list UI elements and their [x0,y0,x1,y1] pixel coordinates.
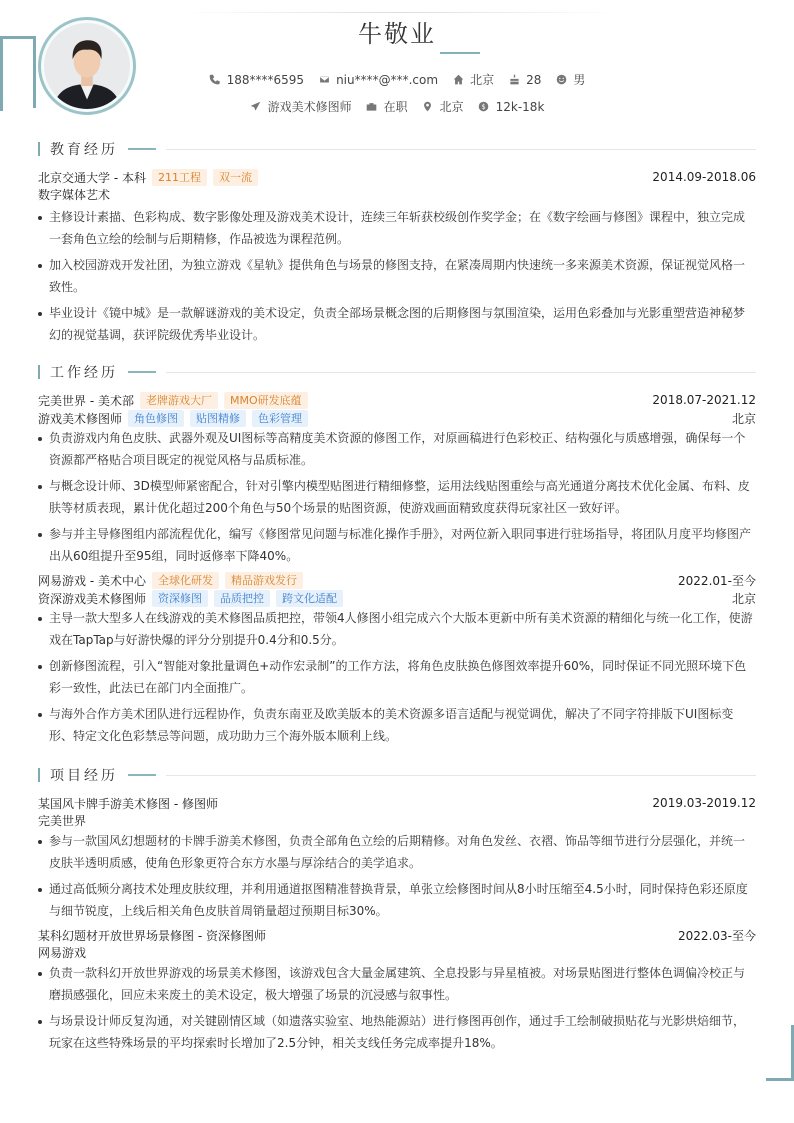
list-item: 通过高低频分离技术处理皮肤纹理，并利用通道抠图精准替换背景，单张立绘修图时间从8小时压缩至4.5小时，同时保持色彩还原度与细节锐度，上线后相关角色皮肤首周销量超过预期目标30%。 [38,878,756,922]
gender-info [555,71,585,88]
job-info-row [0,98,794,115]
section-bar [38,365,40,379]
company-tag: 全球化研发 [152,572,219,589]
job-role: 资深游戏美术修图师 [38,591,147,606]
money-icon [478,101,490,113]
list-item: 参与并主导修图组内部流程优化，编写《修图常见问题与标准化操作手册》，对两位新入职同事进行驻场指导，将团队月度平均修图产出从60组提升至95组，同时返修率下降40%。 [38,523,756,567]
home-icon [452,74,464,86]
education-title: 教育经历 [50,142,118,158]
phone-info [209,73,304,87]
company-tag: MMO研发底蕴 [224,392,308,409]
project-name: 某科幻题材开放世界场景修图 - 资深修图师 [38,928,266,943]
list-item: 负责游戏内角色皮肤、武器外观及UI图标等高精度美术资源的修图工作，对原画稿进行色彩校正、结构强化与质感增强，确保每一个资源都严格贴合项目既定的视觉风格与品质标准。 [38,427,756,471]
school-tag: 211工程 [152,169,207,186]
list-item: 加入校园游戏开发社团，为独立游戏《星轨》提供角色与场景的修图支持，在紧凑周期内快速统一多来源美术资源，保证视觉风格一致性。 [38,254,756,298]
list-item: 参与一款国风幻想题材的卡牌手游美术修图，负责全部角色立绘的后期精修。对角色发丝、衣褶、饰品等细节进行分层强化，并统一皮肤半透明质感，使角色形象更符合东方水墨与厚涂结合的美学追求。 [38,830,756,874]
education-entry-header [38,168,756,186]
company-tag: 老牌游戏大厂 [140,392,218,409]
projects-title: 项目经历 [50,768,118,784]
education-section [38,140,756,350]
project-name: 某国风卡牌手游美术修图 - 修图师 [38,796,218,811]
send-icon [250,101,262,113]
work-header [38,363,756,381]
section-dash [128,371,156,373]
role-tag: 品质把控 [214,590,270,607]
mail-icon [318,74,330,86]
company-name: 完美世界 - 美术部 [38,393,134,408]
company-tag: 精品游戏发行 [225,572,303,589]
age-text: 28 [526,72,542,87]
projects-header [38,766,756,784]
job-date: 2018.07-2021.12 [652,393,756,407]
section-dash [128,148,156,150]
list-item: 与概念设计师、3D模型师紧密配合，针对引擎内模型贴图进行精细修整，运用法线贴图重绘与高光通道分离技术优化金属、布料、皮肤等材质表现，累计优化超过200个角色与50个场景的贴图资源，使游戏画面精致度获得玩家社区一致好评。 [38,475,756,519]
email-text: niu****@***.com [336,72,439,87]
section-line [166,149,756,150]
school-tag: 双一流 [213,169,258,186]
location-info [422,98,464,115]
job-info [250,98,352,115]
project-org: 完美世界 [38,814,87,828]
location-text: 北京 [439,100,464,114]
project-date: 2019.03-2019.12 [652,796,756,810]
salary-text: 12k-18k [495,99,545,114]
project-entry-header [38,926,756,944]
job-role-row [38,409,756,427]
job-entry-header [38,391,756,409]
education-date: 2014.09-2018.06 [652,170,756,184]
corner-decoration-bottom-right [766,1025,794,1081]
list-item: 与海外合作方美术团队进行远程协作，负责东南亚及欧美版本的美术资源多语言适配与视觉调优，解决了不同字符排版下UI图标变形、特定文化色彩禁忌等问题，成功助力三个海外版本顺利上线。 [38,703,756,747]
email-info [318,73,438,87]
major: 数字媒体艺术 [38,188,111,202]
project-org: 网易游戏 [38,946,87,960]
status-info [366,98,408,115]
role-tag: 贴图精修 [190,410,246,427]
section-bar [38,768,40,782]
work-section [38,363,756,751]
job-city: 北京 [731,411,756,426]
job-date: 2022.01-至今 [678,573,756,588]
role-tag: 跨文化适配 [276,590,343,607]
smiley-icon [555,74,567,86]
project-bullets [38,830,756,922]
job-text: 游戏美术修图师 [267,100,352,114]
salary-info [478,100,545,114]
project-bullets [38,962,756,1054]
project-entry-header [38,794,756,812]
list-item: 主修设计素描、色彩构成、数字影像处理及游戏美术设计，连续三年斩获校级创作奖学金；在《数字绘画与修图》课程中，独立完成一套角色立绘的绘制与后期精修，作品被选为课程范例。 [38,206,756,250]
role-tag: 资深修图 [152,590,208,607]
list-item: 创新修图流程，引入“智能对象批量调色+动作宏录制”的工作方法，将角色皮肤换色修图效率提升60%，同时保证不同光照环境下色彩一致性，此法已在部门内全面推广。 [38,655,756,699]
education-header [38,140,756,158]
company-name: 网易游戏 - 美术中心 [38,573,146,588]
status-text: 在职 [383,100,408,114]
job-bullets [38,607,756,747]
section-bar [38,142,40,156]
list-item: 负责一款科幻开放世界游戏的场景美术修图，该游戏包含大量金属建筑、全息投影与异星植被。对场景贴图进行整体色调偏冷校正与磨损感强化，回应未来废土的美术设定，极大增强了场景的沉浸感与叙事性。 [38,962,756,1006]
job-bullets [38,427,756,567]
projects-section [38,766,756,1058]
role-tag: 色彩管理 [252,410,308,427]
job-entry-header [38,571,756,589]
contact-info-row [0,71,794,88]
job-city: 北京 [731,591,756,606]
school-name: 北京交通大学 - 本科 [38,170,146,185]
list-item: 主导一款大型多人在线游戏的美术修图品质把控，带领4人修图小组完成六个大版本更新中所有美术资源的精细化与统一化工作，使游戏在TapTap与好游快爆的评分分别提升0.4分和0.5分。 [38,607,756,651]
phone-icon [209,74,221,86]
briefcase-icon [366,101,378,113]
job-role-row [38,589,756,607]
phone-text: 188****6595 [226,72,305,87]
list-item: 毕业设计《镜中城》是一款解谜游戏的美术设定，负责全部场景概念图的后期修图与氛围渲染，运用色彩叠加与光影重塑营造神秘梦幻的视觉基调，获评院级优秀毕业设计。 [38,302,756,346]
hometown-info [452,71,494,88]
section-line [166,775,756,776]
name-underline [440,52,480,54]
job-role: 游戏美术修图师 [38,411,123,426]
project-date: 2022.03-至今 [678,928,756,943]
section-dash [128,774,156,776]
candidate-name: 牛敬业 [358,20,436,48]
gender-text: 男 [573,73,586,87]
list-item: 与场景设计师反复沟通，对关键剧情区域（如遗落实验室、地热能源站）进行修图再创作，通过手工绘制破损贴花与光影烘焙细节，玩家在这些特殊场景的平均探索时长增加了2.5分钟，相关支线任务完成率提升18%。 [38,1010,756,1054]
work-title: 工作经历 [50,365,118,381]
location-pin-icon [422,101,434,113]
svg-text:$: $ [481,102,486,111]
hometown-text: 北京 [470,73,495,87]
education-bullets [38,206,756,346]
cake-icon [508,74,520,86]
role-tag: 角色修图 [128,410,184,427]
age-info [508,73,541,87]
section-line [166,372,756,373]
top-divider [180,12,620,13]
